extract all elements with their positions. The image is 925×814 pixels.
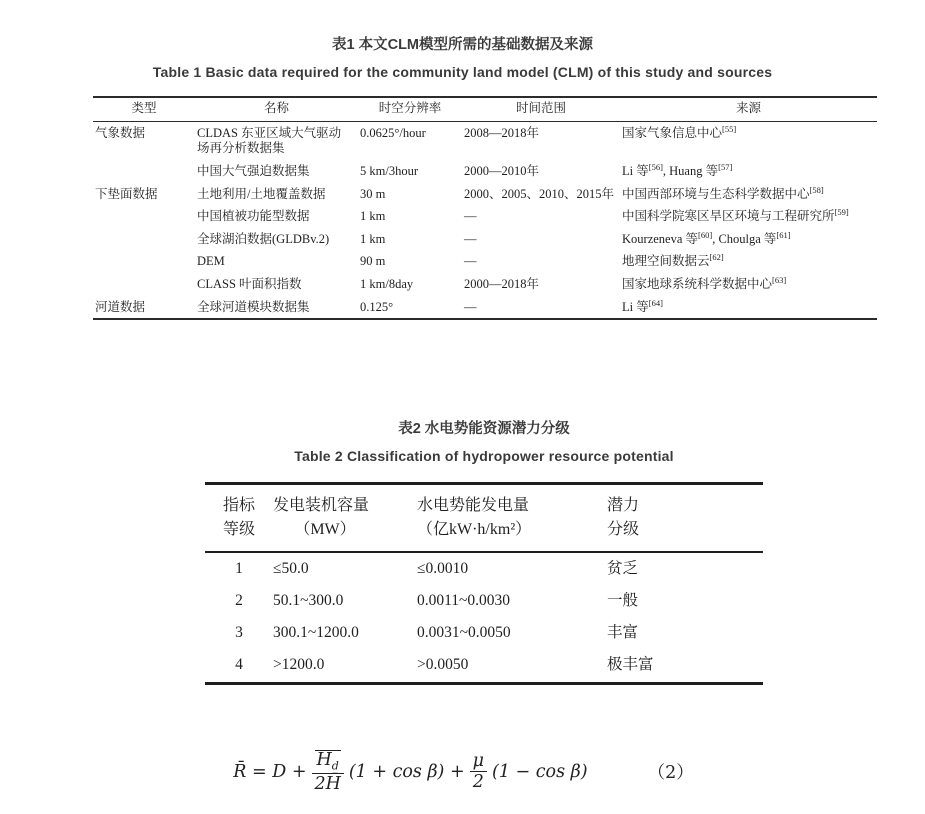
cell-potential: 极丰富 (607, 656, 654, 674)
cell-type: 气象数据 (95, 125, 146, 140)
table-row (205, 617, 763, 649)
table-row (93, 250, 877, 273)
cell-range: 2000—2018年 (464, 277, 540, 291)
equation-2 (0, 750, 925, 793)
table1-caption-zh: 表1 本文CLM模型所需的基础数据及来源 (332, 37, 593, 53)
citation-ref: [60] (698, 229, 713, 240)
source-text: Li 等 (622, 299, 649, 314)
cell-name: DEM (197, 254, 225, 269)
column-header-grade (205, 484, 273, 553)
cell-type (93, 205, 195, 228)
cell-capacity: >1200.0 (273, 656, 325, 674)
cell-type (93, 250, 195, 273)
citation-ref: [58] (809, 184, 824, 195)
table2-header-row (205, 484, 763, 553)
equation-term-1: (1 + cos β) + (348, 761, 465, 782)
table2-hydropower-potential (205, 482, 763, 685)
cell-source (620, 250, 877, 273)
cell-source (620, 183, 877, 206)
source-text: , Choulga 等 (712, 231, 777, 246)
cell-grade: 2 (235, 592, 243, 610)
citation-ref: [61] (776, 229, 791, 240)
numerator-mu: μ (470, 752, 487, 772)
cell-source (620, 273, 877, 296)
header-line: 发电装机容量 (273, 497, 370, 514)
cell-type (93, 273, 195, 296)
source-text: Li 等 (622, 163, 649, 178)
equation-number: （2） (647, 763, 694, 784)
citation-ref: [62] (709, 252, 724, 263)
cell-range: — (464, 299, 477, 314)
cell-resolution: 0.125° (360, 299, 394, 314)
denominator: 2H̄ (314, 774, 341, 795)
cell-grade: 3 (235, 624, 243, 642)
cell-capacity: 300.1~1200.0 (273, 624, 359, 642)
cell-resolution: 30 m (360, 186, 386, 201)
cell-name: CLDAS 东亚区域大气驱动场再分析数据集 (197, 125, 342, 156)
cell-range: — (464, 254, 477, 269)
table-row (93, 183, 877, 206)
cell-name: 中国植被功能型数据 (197, 209, 310, 224)
cell-generation: 0.0011~0.0030 (417, 592, 511, 610)
cell-potential: 丰富 (607, 624, 639, 642)
cell-source (620, 205, 877, 228)
subscript-d: d (331, 759, 339, 773)
equation-lhs: R̄ = D + (233, 761, 307, 782)
source-text: 地理空间数据云 (622, 254, 710, 269)
cell-name: 土地利用/土地覆盖数据 (197, 186, 326, 201)
overline-term (315, 750, 341, 772)
column-header-capacity (273, 484, 417, 553)
citation-ref: [64] (648, 297, 663, 308)
cell-range: 2000、2005、2010、2015年 (464, 186, 615, 201)
citation-ref: [57] (718, 161, 733, 172)
citation-ref: [55] (722, 123, 737, 134)
source-text: 中国西部环境与生态科学数据中心 (622, 186, 810, 201)
column-header-generation (417, 484, 607, 553)
cell-range: — (464, 231, 477, 246)
table2-caption-zh: 表2 水电势能资源潜力分级 (398, 421, 570, 437)
cell-resolution: 1 km (360, 231, 386, 246)
column-header-resolution: 时空分辨率 (358, 97, 462, 121)
table-row (93, 160, 877, 183)
equation-fraction-2 (470, 752, 487, 792)
variable-H: H (316, 750, 332, 770)
cell-generation: 0.0031~0.0050 (417, 624, 511, 642)
cell-potential: 贫乏 (607, 560, 639, 577)
table-row (205, 552, 763, 585)
header-line: 指标 (222, 497, 255, 514)
source-text: 国家气象信息中心 (622, 125, 723, 140)
source-text: Kourzeneva 等 (622, 231, 699, 246)
cell-generation: ≤0.0010 (417, 560, 469, 577)
citation-ref: [59] (834, 206, 849, 217)
column-header-potential (607, 484, 763, 553)
cell-grade: 4 (235, 656, 243, 674)
table-row (93, 296, 877, 320)
cell-resolution: 90 m (360, 254, 386, 269)
cell-type: 下垫面数据 (95, 186, 158, 201)
source-text: 中国科学院寒区旱区环境与工程研究所 (622, 209, 835, 224)
cell-resolution: 5 km/3hour (360, 163, 418, 178)
table1-caption-en: Table 1 Basic data required for the community land model (CLM) of this study and sources (152, 64, 773, 80)
cell-source (620, 296, 877, 320)
table-row (93, 273, 877, 296)
cell-name: 中国大气强迫数据集 (197, 163, 310, 178)
table-row (93, 228, 877, 251)
table2-caption-en: Table 2 Classification of hydropower resource potential (294, 448, 674, 464)
table1-header-row (93, 97, 877, 121)
citation-ref: [56] (648, 161, 663, 172)
cell-name: 全球河道模块数据集 (197, 299, 310, 314)
cell-type (93, 160, 195, 183)
table1-basic-data (93, 96, 877, 320)
cell-generation: >0.0050 (417, 656, 469, 674)
cell-capacity: 50.1~300.0 (273, 592, 344, 610)
cell-range: 2000—2010年 (464, 163, 540, 178)
cell-range: — (464, 209, 477, 224)
equation-fraction-1 (312, 750, 344, 793)
citation-ref: [63] (772, 274, 787, 285)
table-row (205, 649, 763, 683)
header-line: （亿kW·h/km²） (417, 521, 532, 538)
cell-name: CLASS 叶面积指数 (197, 277, 302, 291)
header-line: 分级 (607, 521, 640, 538)
cell-source (620, 160, 877, 183)
equation-term-2: (1 − cos β) (492, 761, 588, 782)
header-line: （MW） (294, 521, 356, 538)
cell-source (620, 228, 877, 251)
cell-range: 2008—2018年 (464, 125, 540, 140)
header-line: 潜力 (607, 497, 640, 514)
header-line: 等级 (222, 521, 255, 538)
cell-grade: 1 (235, 560, 243, 577)
cell-resolution: 1 km/8day (360, 277, 414, 291)
column-header-type: 类型 (93, 97, 195, 121)
cell-type: 河道数据 (95, 299, 146, 314)
cell-potential: 一般 (607, 592, 639, 610)
table-row (93, 205, 877, 228)
table-row (205, 585, 763, 617)
source-text: 国家地球系统科学数据中心 (622, 277, 773, 291)
table-row (93, 121, 877, 160)
column-header-name: 名称 (195, 97, 358, 121)
cell-name: 全球湖泊数据(GLDBv.2) (197, 231, 330, 246)
cell-capacity: ≤50.0 (273, 560, 309, 577)
cell-resolution: 1 km (360, 209, 386, 224)
denominator-2: 2 (472, 772, 484, 793)
cell-source (620, 121, 877, 160)
cell-type (93, 228, 195, 251)
header-line: 水电势能发电量 (417, 497, 530, 514)
column-header-source: 来源 (620, 97, 877, 121)
column-header-range: 时间范围 (462, 97, 620, 121)
source-text: , Huang 等 (662, 163, 719, 178)
cell-resolution: 0.0625°/hour (360, 125, 426, 140)
